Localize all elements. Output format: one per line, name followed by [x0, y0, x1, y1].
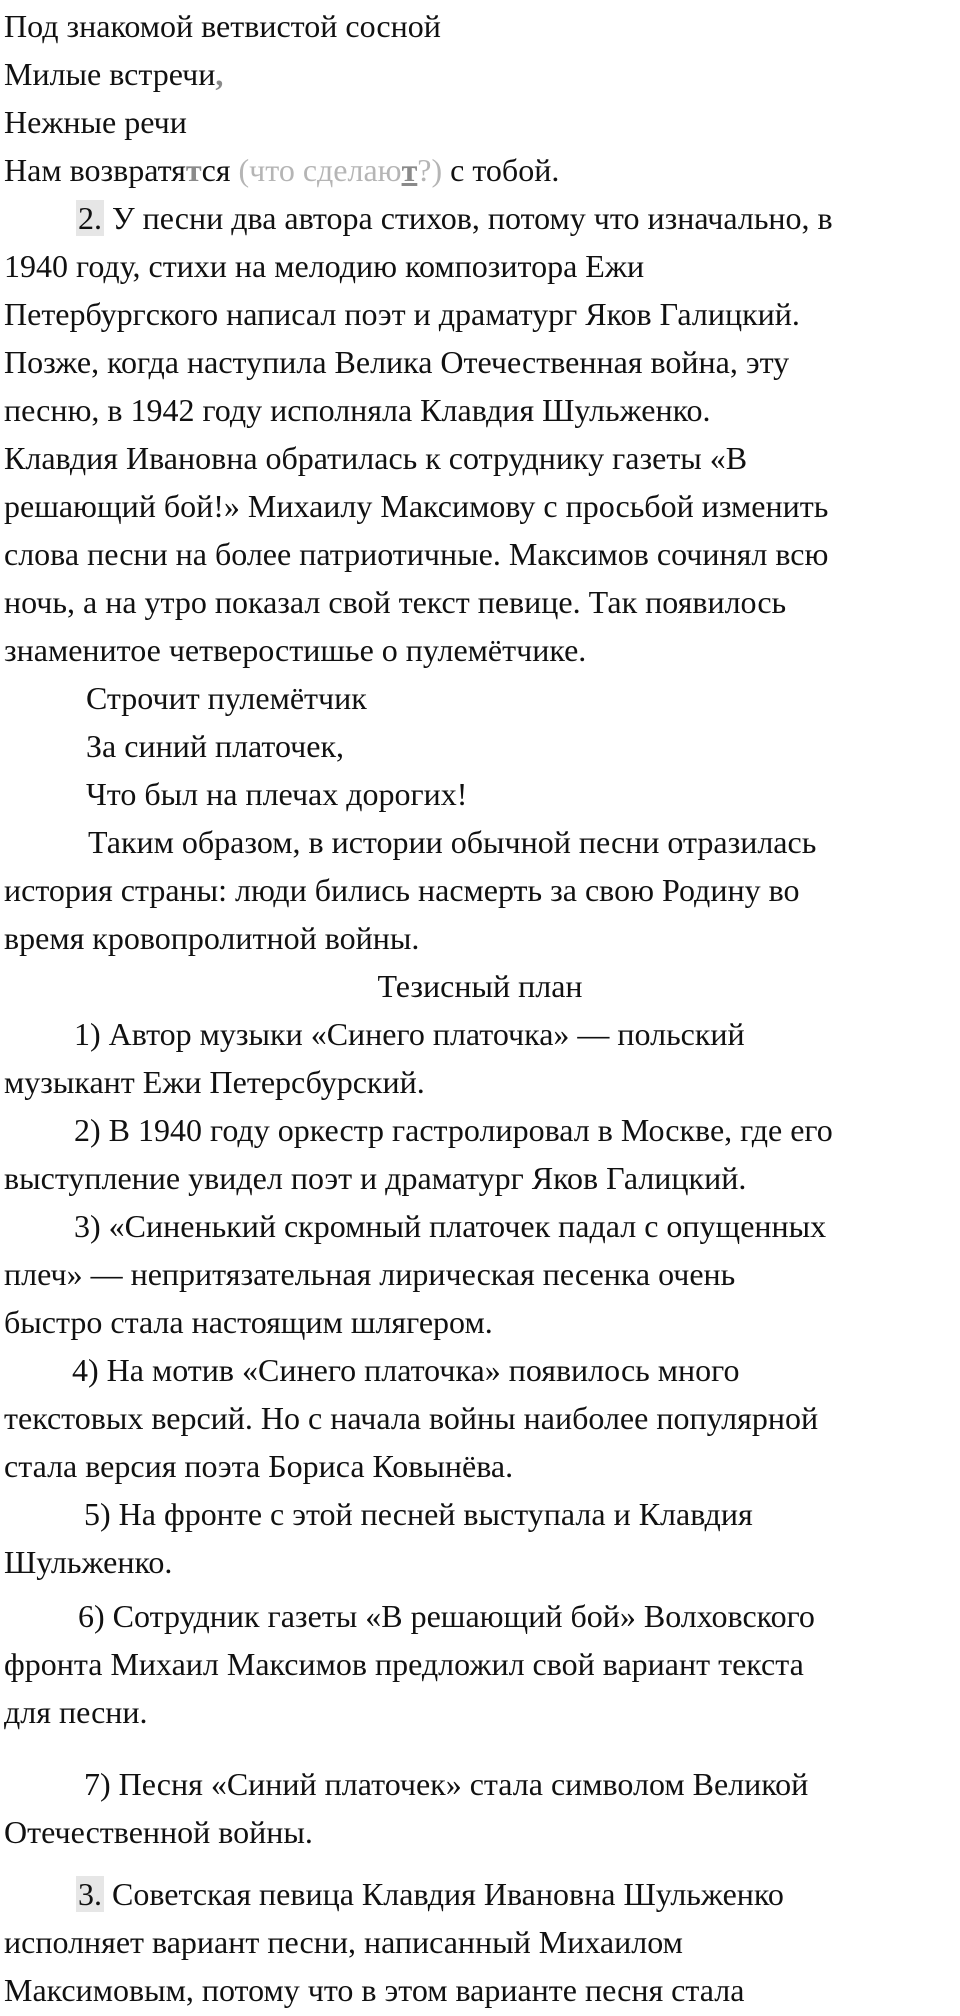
paragraph-line: Петербургского написал поэт и драматург Яков Галицкий. [4, 296, 800, 332]
paragraph-line: Позже, когда наступила Велика Отечественная война, эту [4, 344, 790, 380]
plan-item-line: 6) Сотрудник газеты «В решающий бой» Волховского [78, 1598, 815, 1634]
plan-item-line: музыкант Ежи Петерсбурский. [4, 1064, 425, 1100]
grammar-hint-letter: т [401, 152, 418, 188]
plan-item-line: фронта Михаил Максимов предложил свой вариант текста [4, 1646, 804, 1682]
plan-item-line: стала версия поэта Бориса Ковынёва. [4, 1448, 514, 1484]
plan-item-line: Отечественной войны. [4, 1814, 313, 1850]
plan-item-line: 3) «Синенький скромный платочек падал с опущенных [74, 1208, 827, 1244]
paragraph-line: решающий бой!» Михаилу Максимову с просьбой изменить [4, 488, 829, 524]
section-number: 3. [78, 1876, 102, 1912]
poem-line: Под знакомой ветвистой сосной [4, 8, 441, 44]
poem-text: Нам возвратя [4, 152, 186, 188]
plan-item-line: 2) В 1940 году оркестр гастролировал в Москве, где его [74, 1112, 833, 1148]
paragraph-line [76, 1874, 784, 1914]
quoted-poem-line: Строчит пулемётчик [86, 680, 367, 716]
paragraph-text: Советская певица Клавдия Ивановна Шульженко [104, 1876, 784, 1912]
paragraph-line: история страны: люди бились насмерть за свою Родину во [4, 872, 800, 908]
plan-item-line: выступление увидел поэт и драматург Яков Галицкий. [4, 1160, 747, 1196]
paragraph-line: исполняет вариант песни, написанный Михаилом [4, 1924, 683, 1960]
poem-line [4, 54, 223, 94]
poem-comma: , [215, 56, 224, 92]
grammar-hint: (что сделаю [230, 152, 402, 188]
poem-text: ся [201, 152, 231, 188]
quoted-poem-line: Что был на плечах дорогих! [86, 776, 468, 812]
plan-item-line: 1) Автор музыки «Синего платочка» — польский [74, 1016, 745, 1052]
paragraph-line: слова песни на более патриотичные. Максимов сочинял всю [4, 536, 829, 572]
poem-text: с тобой. [442, 152, 560, 188]
paragraph-line: знаменитое четверостишье о пулемётчике. [4, 632, 587, 668]
plan-item-line: быстро стала настоящим шлягером. [4, 1304, 493, 1340]
plan-item-line: для песни. [4, 1694, 148, 1730]
plan-item-line: текстовых версий. Но с начала войны наиболее популярной [4, 1400, 819, 1436]
plan-item-line: 7) Песня «Синий платочек» стала символом Великой [84, 1766, 809, 1802]
quoted-poem-line: За синий платочек, [86, 728, 344, 764]
plan-item-line: Шульженко. [4, 1544, 173, 1580]
paragraph-line: Таким образом, в истории обычной песни отразилась [88, 824, 817, 860]
plan-item-line: плеч» — непритязательная лирическая песенка очень [4, 1256, 736, 1292]
poem-line: Нежные речи [4, 104, 187, 140]
paragraph-line: ночь, а на утро показал свой текст певице. Так появилось [4, 584, 787, 620]
paragraph-line [76, 198, 833, 238]
paragraph-line: Максимовым, потому что в этом варианте песня стала [4, 1972, 745, 2008]
poem-line-annotated [4, 150, 559, 190]
paragraph-text: У песни два автора стихов, потому что изначально, в [104, 200, 833, 236]
paragraph-line: Клавдия Ивановна обратилась к сотруднику газеты «В [4, 440, 748, 476]
plan-title: Тезисный план [377, 968, 583, 1004]
plan-item-line: 5) На фронте с этой песней выступала и Клавдия [84, 1496, 753, 1532]
paragraph-line: песню, в 1942 году исполняла Клавдия Шульженко. [4, 392, 711, 428]
paragraph-line: время кровопролитной войны. [4, 920, 420, 956]
poem-line-text: Милые встречи [4, 56, 216, 92]
paragraph-line: 1940 году, стихи на мелодию композитора Ежи [4, 248, 645, 284]
section-number: 2. [78, 200, 102, 236]
highlighted-letter: т [185, 152, 202, 188]
plan-item-line: 4) На мотив «Синего платочка» появилось много [72, 1352, 740, 1388]
grammar-hint: ?) [417, 152, 443, 188]
